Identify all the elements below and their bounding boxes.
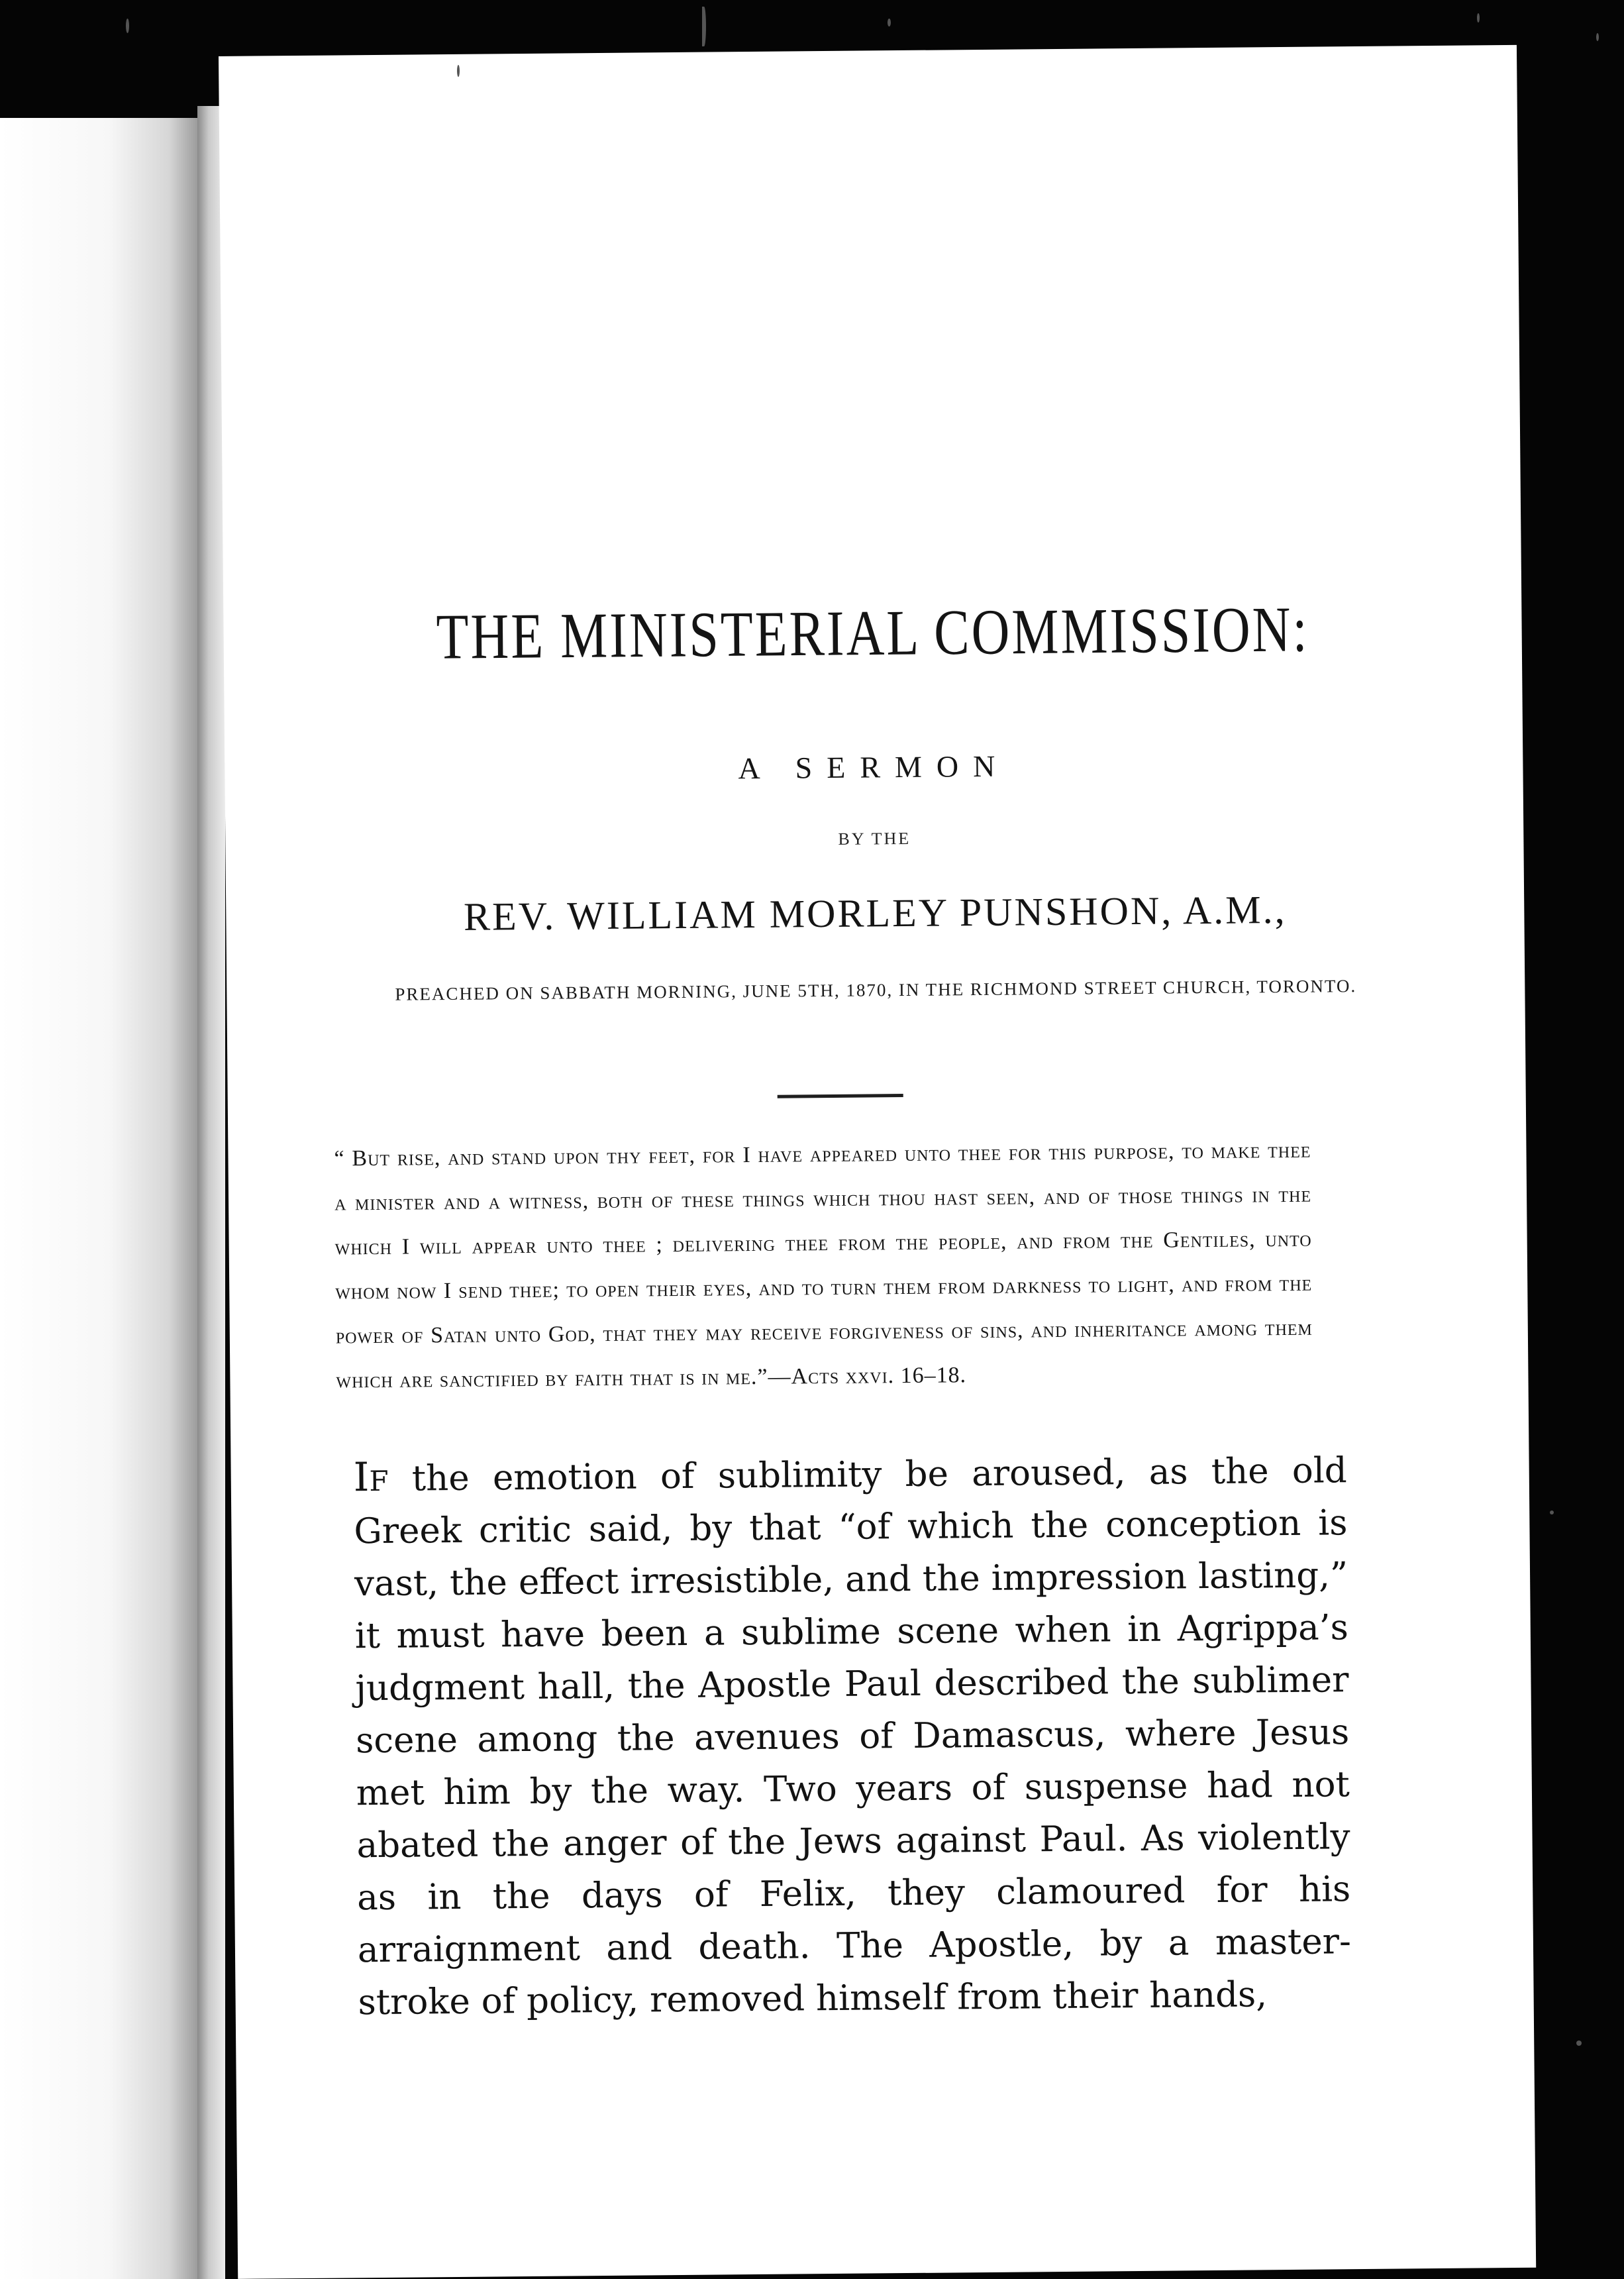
occasion-line: PREACHED ON SABBATH MORNING, JUNE 5TH, 1870, IN THE RICHMOND STREET CHURCH, TORONTO. [395,976,1357,1004]
lead-word: If [353,1454,389,1501]
byline: BY THE [838,828,911,849]
divider-rule [778,1094,903,1098]
facing-page-edge [0,118,199,2279]
book-page [219,45,1536,2279]
sermon-title: THE MINISTERIAL COMMISSION: [436,594,1310,673]
scripture-epigraph: “ But rise, and stand upon thy feet, for I have appeared unto thee for this purpose, to make thee a minister and a witness, both of these things which thou hast seen, and of those things in the which I will appear unto thee ; delivering thee from the people, and from the Gentiles, unto whom now I send thee; to open their eyes, and to turn them from darkness to light, and from the power of Satan unto God, that they may receive forgiveness of sins, and inheritance among them which are sanctified by faith that is in me.”—Acts xxvi. 16–18. [334,1138,1313,1393]
body-text: the emotion of sublimity be aroused, as the old Greek critic said, by that “of which the conception is vast, the effect irresistible, and the impression lasting,” it must have been a sublime scene when in Agrippa’s judgment hall, the Apostle Paul described the sublimer scene among the avenues of Damascus, where Jesus met him by the way. Two years of suspense had not abated the anger of the Jews against Paul. As violently as in the days of Felix, they clamoured for his arraignment and death. The Apostle, by a master-stroke of policy, removed himself from their hands, [354,1450,1352,2023]
sermon-subtitle: A SERMON [738,749,1010,786]
sermon-body-paragraph [353,1443,1352,2029]
book-gutter-shadow [197,106,225,2279]
author-name: REV. WILLIAM MORLEY PUNSHON, A.M., [463,887,1287,939]
